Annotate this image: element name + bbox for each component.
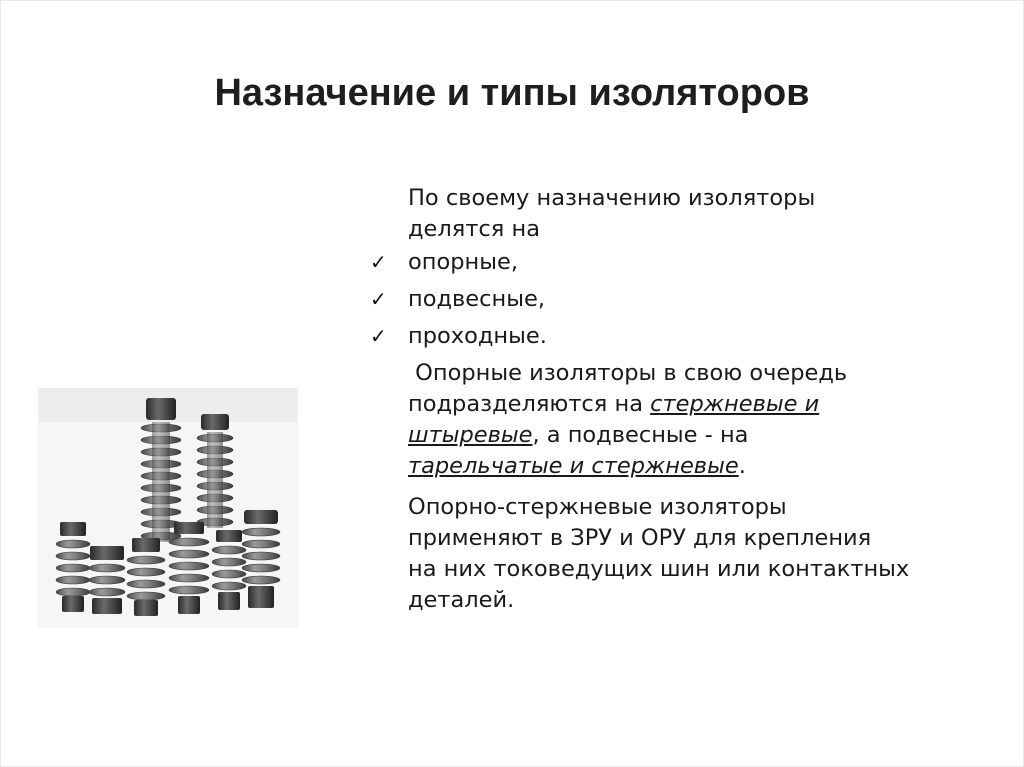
usage-paragraph xyxy=(408,492,988,616)
types-line-3-suffix: , а подвесные - на xyxy=(532,422,749,448)
types-paragraph xyxy=(408,358,988,482)
list-item xyxy=(370,284,988,315)
usage-line-1: Опорно-стержневые изоляторы xyxy=(408,494,787,520)
usage-line-2: применяют в ЗРУ и ОРУ для крепления xyxy=(408,525,872,551)
types-line-4-suffix: . xyxy=(738,453,746,479)
insulator-types-list xyxy=(370,247,988,352)
usage-line-3: на них токоведущих шин или контактных xyxy=(408,556,910,582)
term-disc-rod: тарельчатые и стержневые xyxy=(408,453,739,479)
term-rod-pin: стержневые и xyxy=(650,391,820,417)
slide-title: Назначение и типы изоляторов xyxy=(214,72,810,114)
list-item xyxy=(370,247,988,278)
list-item-label: проходные. xyxy=(408,323,547,349)
check-icon: ✓ xyxy=(370,324,387,348)
types-line-1: Опорные изоляторы в свою очередь xyxy=(408,360,848,386)
types-line-2-prefix: подразделяются на xyxy=(408,391,651,417)
insulator-short-2 xyxy=(89,546,125,614)
slide-content xyxy=(370,183,988,616)
list-item-label: опорные, xyxy=(408,249,518,275)
insulators-photo xyxy=(38,388,298,628)
intro-line-2: делятся на xyxy=(408,216,540,242)
intro-paragraph xyxy=(408,183,988,245)
list-item-label: подвесные, xyxy=(408,286,545,312)
list-item xyxy=(370,321,988,352)
intro-line-1: По своему назначению изоляторы xyxy=(408,185,816,211)
check-icon: ✓ xyxy=(370,250,387,274)
check-icon: ✓ xyxy=(370,287,387,311)
term-pin: штыревые xyxy=(408,422,533,448)
usage-line-4: деталей. xyxy=(408,587,515,613)
